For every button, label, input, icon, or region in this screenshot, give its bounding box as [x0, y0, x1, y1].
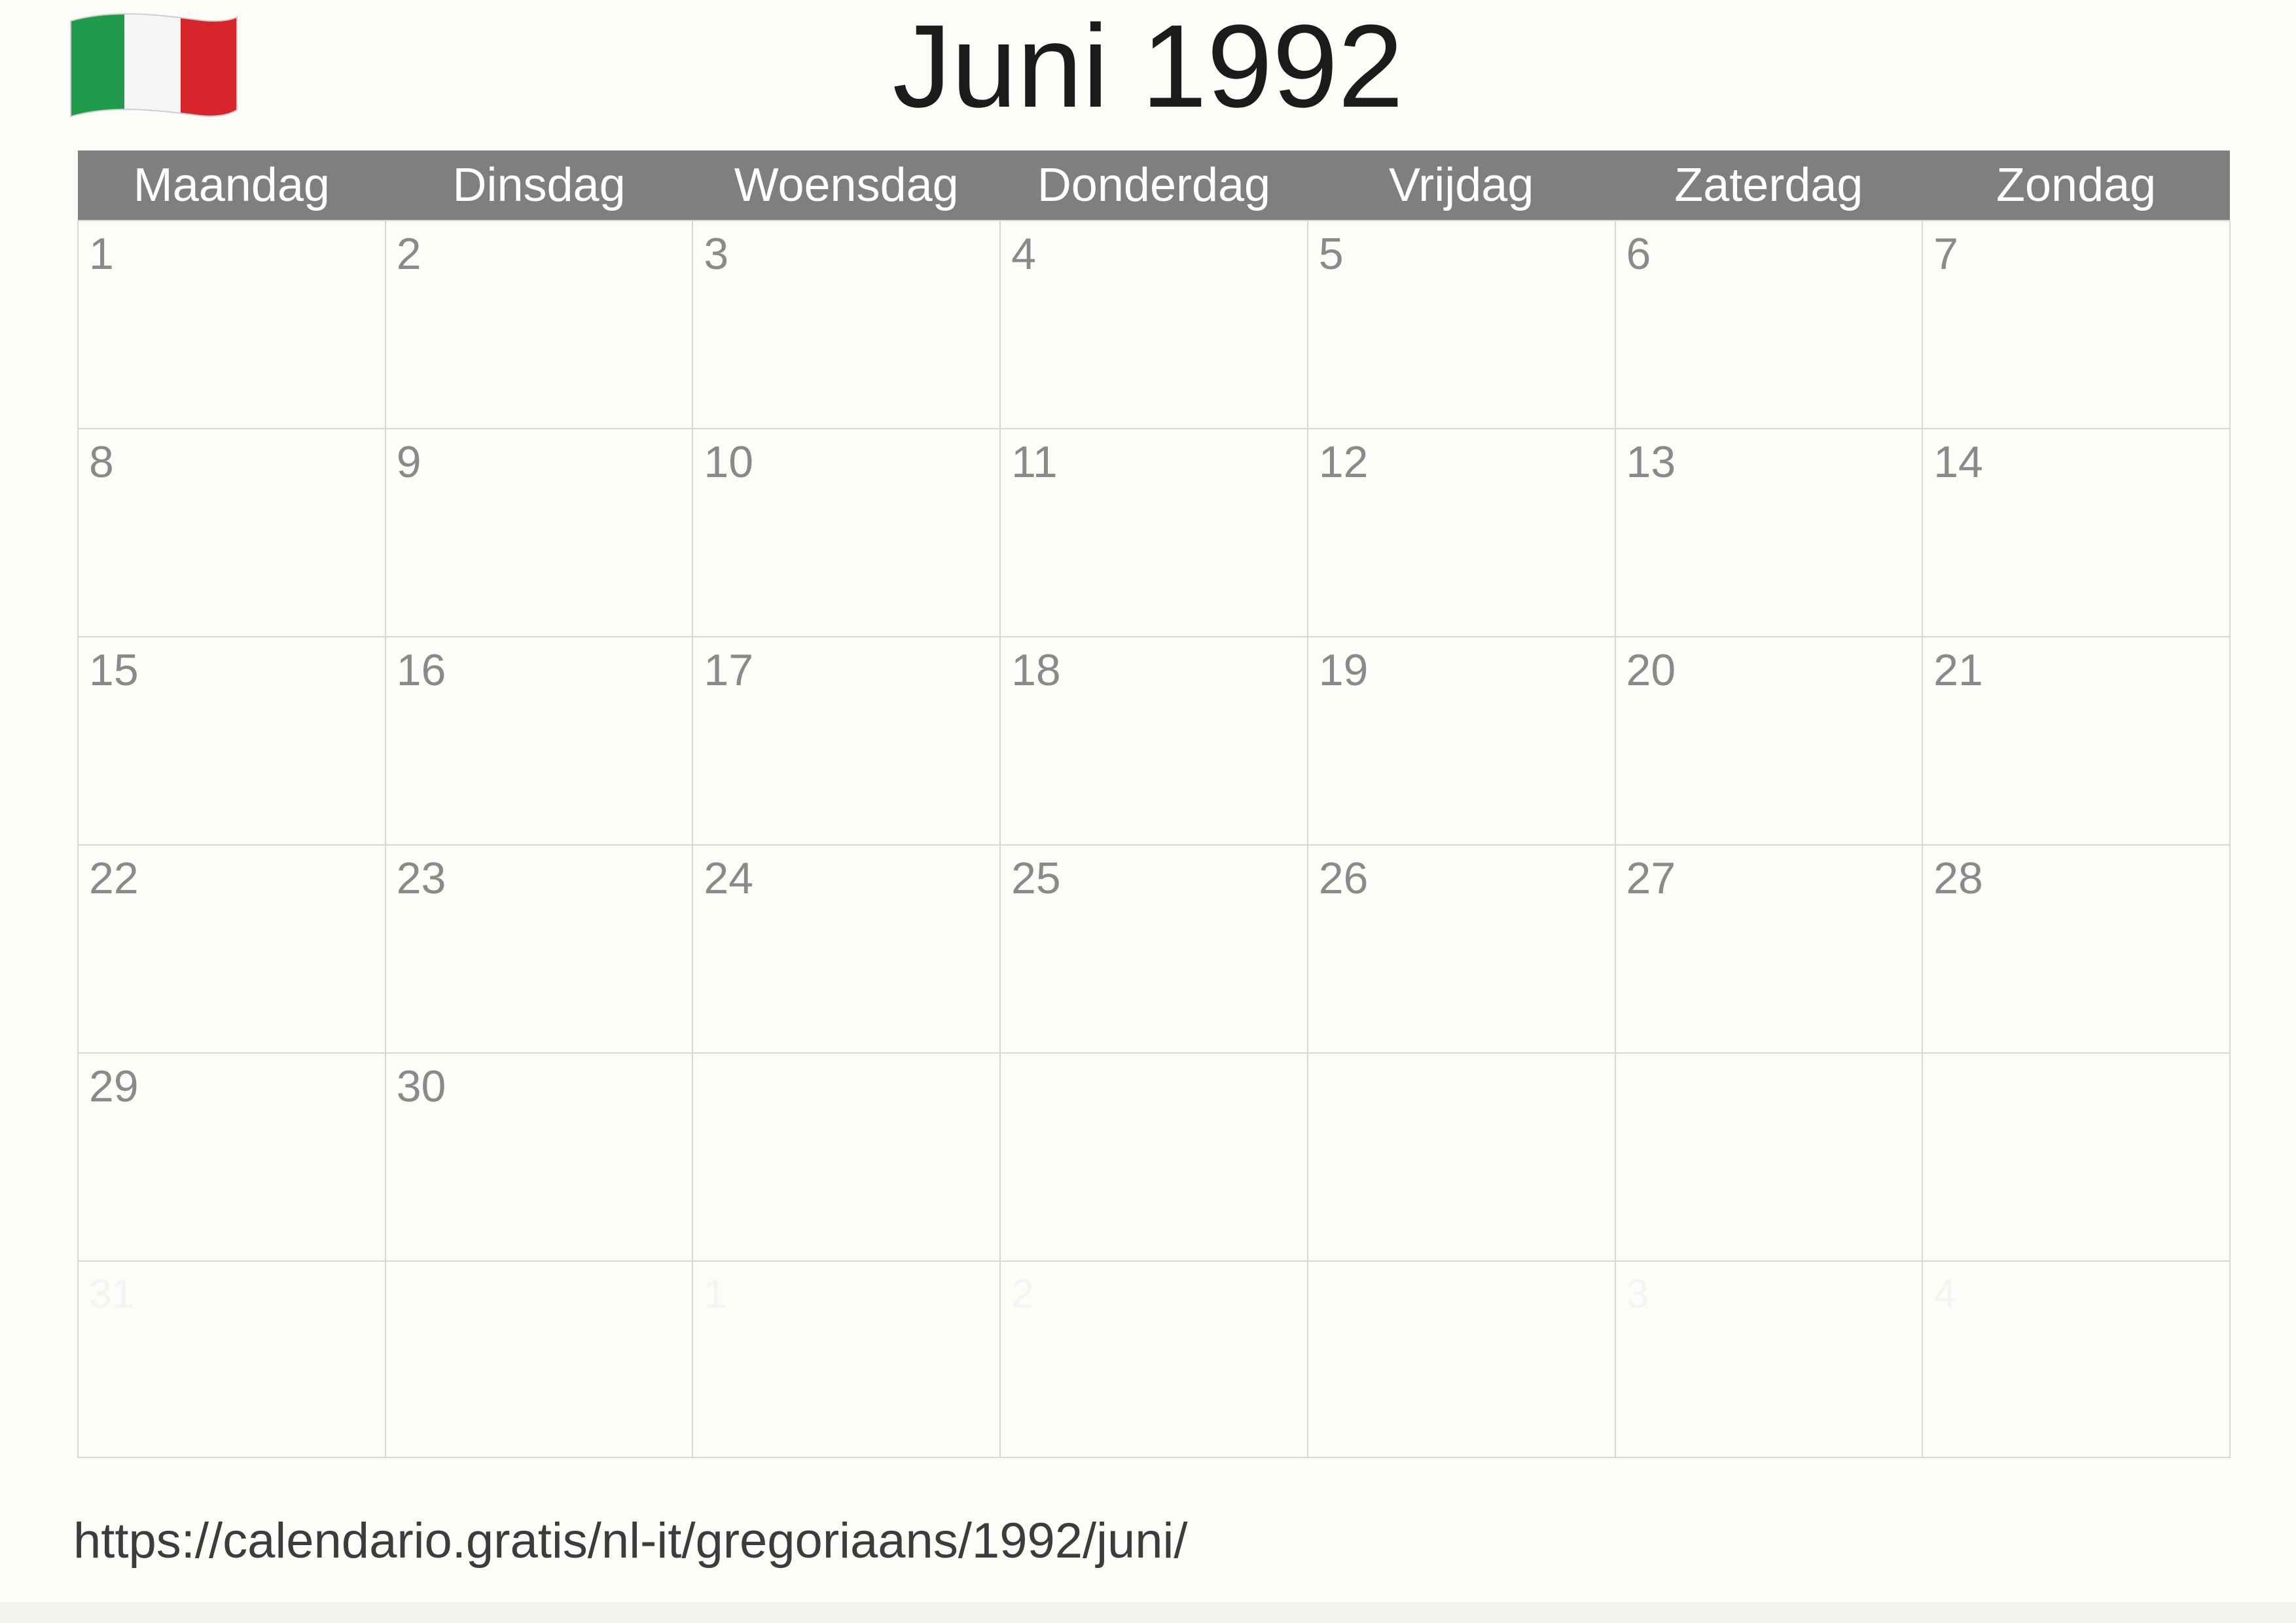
calendar-week-row [78, 429, 2230, 637]
weekday-header-monday: Maandag [78, 151, 386, 221]
bottom-strip [0, 1602, 2296, 1623]
calendar-day-cell[interactable] [78, 637, 386, 845]
calendar-day-cell[interactable] [1000, 1261, 1308, 1457]
calendar-day-cell[interactable] [1922, 1053, 2230, 1261]
day-number: 5 [1318, 229, 1344, 279]
calendar-day-cell[interactable] [1922, 845, 2230, 1053]
day-number: 20 [1626, 645, 1676, 695]
weekday-header-wednesday: Woensdag [692, 151, 1000, 221]
calendar-week-row [78, 845, 2230, 1053]
day-number: 3 [1626, 1272, 1649, 1317]
calendar-day-cell[interactable] [1308, 845, 1615, 1053]
calendar-day-cell[interactable] [1000, 637, 1308, 845]
day-number: 25 [1011, 853, 1061, 903]
calendar-day-cell[interactable] [78, 1261, 386, 1457]
calendar-day-cell[interactable] [1308, 1261, 1615, 1457]
calendar-day-cell[interactable] [78, 429, 386, 637]
calendar-day-cell[interactable] [386, 637, 693, 845]
day-number: 24 [704, 853, 754, 903]
day-number: 21 [1933, 645, 1983, 695]
day-number: 4 [1933, 1272, 1956, 1317]
calendar-day-cell[interactable] [386, 1053, 693, 1261]
calendar-day-cell[interactable] [78, 845, 386, 1053]
day-number: 23 [396, 853, 446, 903]
calendar-day-cell[interactable] [1000, 429, 1308, 637]
day-number: 8 [89, 437, 114, 487]
calendar-day-cell[interactable] [386, 429, 693, 637]
day-number: 14 [1933, 437, 1983, 487]
day-number: 12 [1318, 437, 1369, 487]
calendar-day-cell[interactable] [692, 845, 1000, 1053]
calendar-day-cell[interactable] [1922, 637, 2230, 845]
day-number: 29 [89, 1061, 139, 1111]
day-number: 19 [1318, 645, 1369, 695]
calendar-day-cell[interactable] [692, 429, 1000, 637]
calendar-day-cell[interactable] [1308, 1053, 1615, 1261]
calendar-grid [77, 151, 2231, 1458]
calendar-day-cell[interactable] [1615, 637, 1923, 845]
day-number: 2 [396, 229, 422, 279]
calendar-day-cell[interactable] [78, 1053, 386, 1261]
calendar-week-row [78, 1053, 2230, 1261]
calendar-day-cell[interactable] [1000, 845, 1308, 1053]
calendar-day-cell[interactable] [1922, 221, 2230, 429]
day-number: 10 [704, 437, 754, 487]
calendar-day-cell[interactable] [1615, 845, 1923, 1053]
calendar-day-cell[interactable] [1922, 429, 2230, 637]
weekday-header-saturday: Zaterdag [1615, 151, 1923, 221]
calendar-day-cell[interactable] [78, 221, 386, 429]
calendar-week-row [78, 637, 2230, 845]
calendar-day-cell[interactable] [1000, 1053, 1308, 1261]
day-number: 6 [1626, 229, 1651, 279]
day-number: 2 [1011, 1272, 1034, 1317]
calendar-day-cell[interactable] [1308, 637, 1615, 845]
day-number: 27 [1626, 853, 1676, 903]
calendar-day-cell[interactable] [692, 221, 1000, 429]
day-number: 26 [1318, 853, 1369, 903]
day-number: 28 [1933, 853, 1983, 903]
day-number: 1 [89, 229, 114, 279]
calendar-day-cell[interactable] [1615, 1261, 1923, 1457]
weekday-header-row [78, 151, 2230, 221]
calendar-day-cell[interactable] [386, 221, 693, 429]
calendar-day-cell[interactable] [1615, 221, 1923, 429]
day-number: 3 [704, 229, 729, 279]
day-number: 17 [704, 645, 754, 695]
day-number: 1 [704, 1272, 726, 1317]
day-number: 15 [89, 645, 139, 695]
calendar-day-cell[interactable] [1615, 1053, 1923, 1261]
calendar-day-cell[interactable] [386, 845, 693, 1053]
day-number: 9 [396, 437, 422, 487]
page-title: Juni 1992 [892, 1, 1404, 132]
weekday-header-tuesday: Dinsdag [386, 151, 693, 221]
calendar-day-cell[interactable] [1308, 429, 1615, 637]
day-number: 13 [1626, 437, 1676, 487]
weekday-header-sunday: Zondag [1922, 151, 2230, 221]
calendar-day-cell[interactable] [692, 1261, 1000, 1457]
day-number: 30 [396, 1061, 446, 1111]
day-number: 31 [89, 1272, 134, 1317]
weekday-header-friday: Vrijdag [1308, 151, 1615, 221]
calendar-day-cell[interactable] [1922, 1261, 2230, 1457]
day-number: 18 [1011, 645, 1061, 695]
calendar-day-cell[interactable] [692, 1053, 1000, 1261]
day-number: 4 [1011, 229, 1036, 279]
calendar-day-cell[interactable] [1308, 221, 1615, 429]
day-number: 16 [396, 645, 446, 695]
page-header [0, 0, 2296, 151]
calendar-day-cell[interactable] [386, 1261, 693, 1457]
calendar-day-cell[interactable] [1000, 221, 1308, 429]
day-number: 11 [1011, 437, 1058, 487]
calendar-day-cell[interactable] [1615, 429, 1923, 637]
calendar-week-row-overflow [78, 1261, 2230, 1457]
calendar-week-row [78, 221, 2230, 429]
day-number: 7 [1933, 229, 1959, 279]
source-url[interactable]: https://calendario.gratis/nl-it/gregoriaans/1992/juni/ [73, 1513, 1188, 1569]
day-number: 22 [89, 853, 139, 903]
calendar-day-cell[interactable] [692, 637, 1000, 845]
weekday-header-thursday: Donderdag [1000, 151, 1308, 221]
